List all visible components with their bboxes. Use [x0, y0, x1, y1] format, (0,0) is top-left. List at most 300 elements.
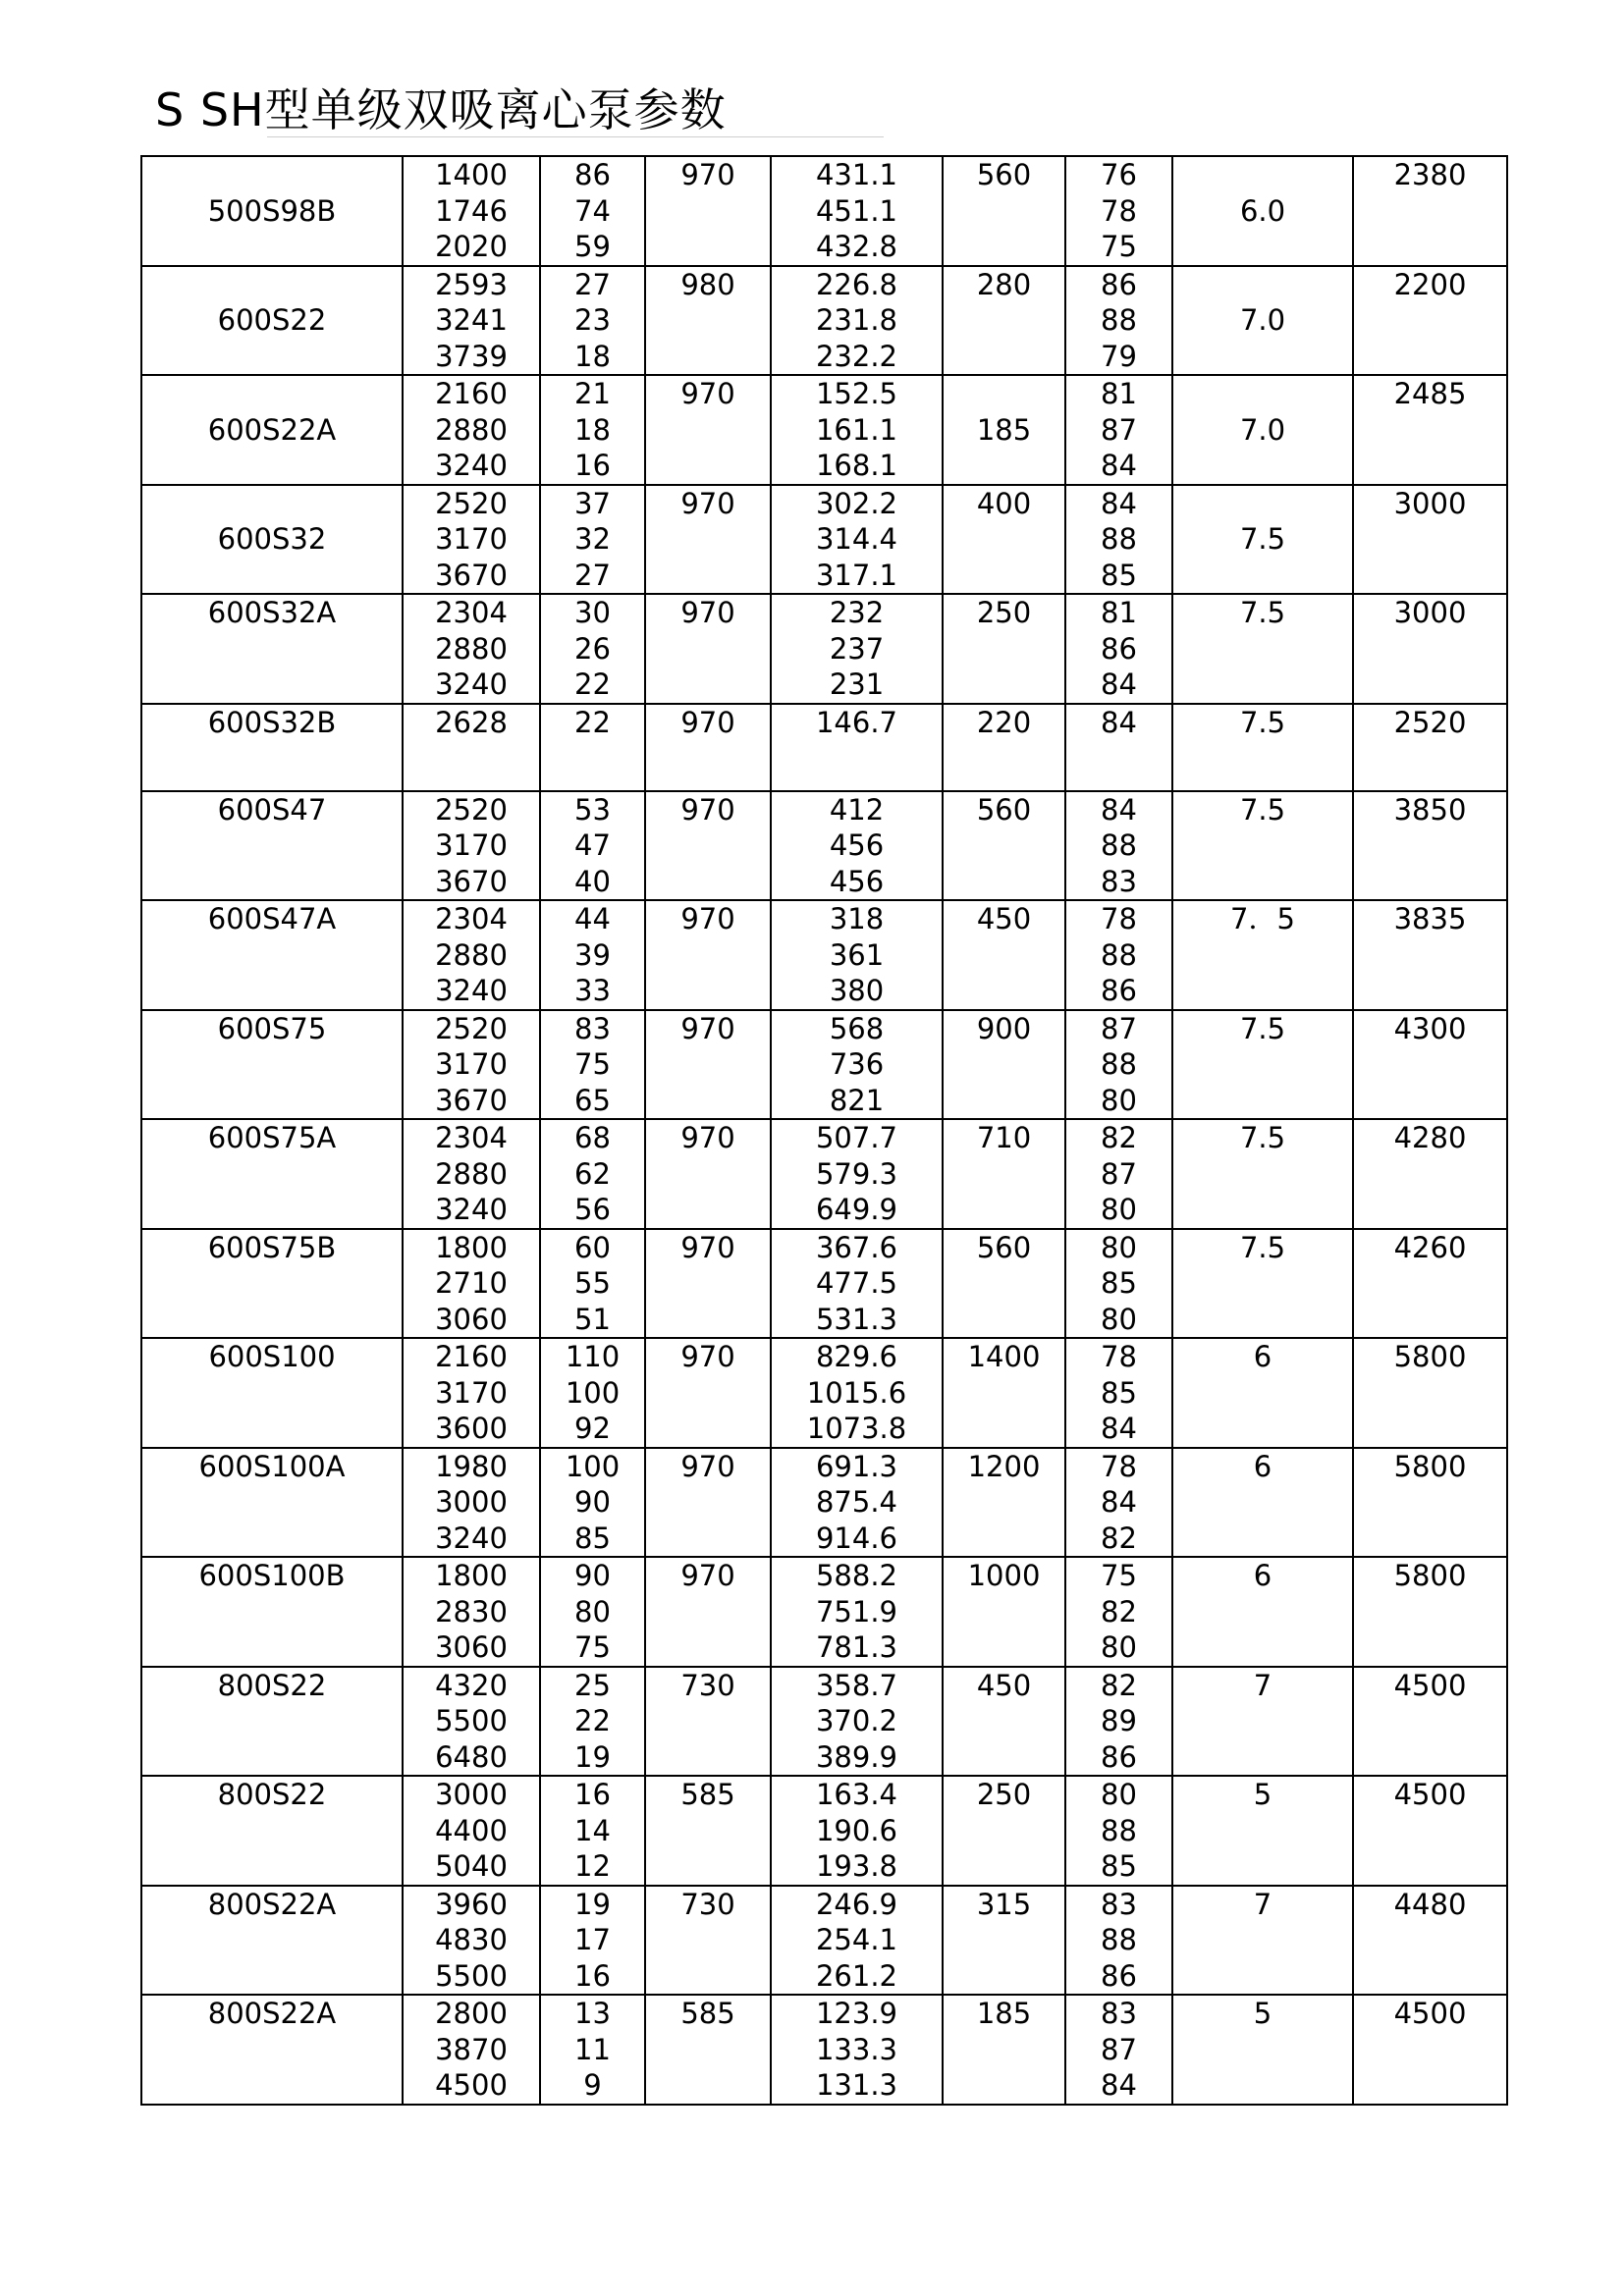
npsh-cell-value: 7.5 — [1239, 1011, 1286, 1045]
shaft-power-cell — [771, 1119, 943, 1229]
efficiency-cell-value: 86 — [1101, 1958, 1137, 1993]
flow-cell — [403, 375, 540, 485]
shaft-power-cell — [771, 1776, 943, 1886]
shaft-power-cell-value: 579.3 — [815, 1156, 898, 1191]
model-cell — [141, 266, 403, 376]
weight-cell-value: 3835 — [1393, 902, 1467, 935]
model-cell-value: 600S100B — [198, 1559, 346, 1592]
motor-power-cell — [943, 1010, 1065, 1120]
npsh-cell-value: 5 — [1253, 1778, 1272, 1811]
efficiency-cell-value: 84 — [1101, 1485, 1137, 1519]
weight-cell-value: 2380 — [1393, 158, 1467, 191]
model-cell-value: 600S75B — [207, 1230, 337, 1264]
head-cell-value: 65 — [574, 1083, 611, 1117]
shaft-power-cell-value: 131.3 — [815, 2068, 898, 2102]
flow-cell-value: 3000 — [435, 1485, 508, 1519]
table-row — [141, 900, 1507, 1010]
flow-cell-value: 2880 — [435, 937, 508, 972]
npsh-cell — [1172, 900, 1353, 1010]
speed-cell-value: 730 — [680, 1887, 735, 1921]
head-cell — [540, 1448, 645, 1558]
weight-cell-value: 2200 — [1393, 267, 1467, 301]
model-cell-value: 600S100A — [198, 1449, 346, 1483]
flow-cell-value: 3170 — [435, 1375, 508, 1410]
head-cell-value: 26 — [574, 631, 611, 666]
model-cell — [141, 1667, 403, 1777]
model-cell — [141, 1776, 403, 1886]
shaft-power-cell-value: 1015.6 — [806, 1375, 907, 1410]
efficiency-cell-value: 82 — [1101, 1668, 1137, 1702]
shaft-power-cell-value: 456 — [829, 828, 885, 862]
title-underline — [267, 136, 884, 137]
table-body — [141, 156, 1507, 2105]
speed-cell — [645, 594, 771, 704]
head-cell — [540, 1886, 645, 1996]
weight-cell — [1353, 375, 1507, 485]
speed-cell — [645, 485, 771, 595]
table-row — [141, 1338, 1507, 1448]
flow-cell — [403, 266, 540, 376]
head-cell-value: 40 — [574, 864, 611, 898]
efficiency-cell-value: 80 — [1101, 1778, 1137, 1811]
flow-cell-value: 3240 — [435, 974, 508, 1007]
speed-cell — [645, 1448, 771, 1558]
shaft-power-cell-value: 914.6 — [815, 1521, 898, 1555]
shaft-power-cell — [771, 1010, 943, 1120]
speed-cell-value: 970 — [680, 596, 735, 629]
flow-cell-value: 2160 — [435, 377, 508, 410]
efficiency-cell-value: 86 — [1101, 631, 1137, 666]
weight-cell — [1353, 1776, 1507, 1886]
flow-cell — [403, 1338, 540, 1448]
npsh-cell — [1172, 375, 1353, 485]
efficiency-cell-value: 85 — [1101, 1375, 1137, 1410]
flow-cell-value: 3960 — [435, 1887, 508, 1921]
model-cell — [141, 1010, 403, 1120]
npsh-cell — [1172, 704, 1353, 791]
npsh-cell — [1172, 485, 1353, 595]
efficiency-cell — [1065, 375, 1172, 485]
efficiency-cell — [1065, 1448, 1172, 1558]
efficiency-cell — [1065, 1338, 1172, 1448]
speed-cell-value: 970 — [680, 792, 735, 827]
flow-cell — [403, 1119, 540, 1229]
npsh-cell-value: 7.0 — [1239, 412, 1286, 447]
model-cell — [141, 1995, 403, 2105]
npsh-cell — [1172, 594, 1353, 704]
flow-cell-value: 5500 — [435, 1958, 508, 1993]
npsh-cell-value: 7.0 — [1239, 303, 1286, 337]
efficiency-cell-value: 79 — [1101, 339, 1137, 373]
flow-cell — [403, 900, 540, 1010]
head-cell-value: 62 — [574, 1156, 611, 1191]
motor-power-cell-value: 1200 — [967, 1449, 1041, 1483]
shaft-power-cell-value: 389.9 — [815, 1739, 898, 1774]
model-cell — [141, 1229, 403, 1339]
motor-power-cell — [943, 156, 1065, 266]
efficiency-cell — [1065, 1557, 1172, 1667]
shaft-power-cell — [771, 1338, 943, 1448]
efficiency-cell — [1065, 1229, 1172, 1339]
head-cell-value: 59 — [574, 230, 611, 263]
flow-cell — [403, 1886, 540, 1996]
shaft-power-cell-value: 231 — [829, 667, 885, 701]
shaft-power-cell-value: 168.1 — [815, 449, 898, 482]
efficiency-cell-value: 82 — [1101, 1594, 1137, 1629]
shaft-power-cell-value: 691.3 — [815, 1449, 898, 1483]
speed-cell — [645, 1667, 771, 1777]
efficiency-cell — [1065, 266, 1172, 376]
flow-cell — [403, 1667, 540, 1777]
flow-cell-value: 1746 — [435, 193, 508, 228]
shaft-power-cell — [771, 1667, 943, 1777]
shaft-power-cell-value: 261.2 — [815, 1958, 898, 1993]
motor-power-cell — [943, 266, 1065, 376]
head-cell — [540, 1010, 645, 1120]
motor-power-cell-value: 315 — [976, 1887, 1032, 1921]
head-cell-value: 83 — [574, 1011, 611, 1045]
model-cell-value: 600S32B — [207, 705, 337, 739]
head-cell-value: 22 — [574, 667, 611, 701]
efficiency-cell — [1065, 485, 1172, 595]
shaft-power-cell-value: 317.1 — [815, 558, 898, 592]
motor-power-cell-value: 250 — [976, 1778, 1032, 1811]
table-row — [141, 1229, 1507, 1339]
flow-cell — [403, 1229, 540, 1339]
weight-cell — [1353, 704, 1507, 791]
efficiency-cell — [1065, 791, 1172, 901]
shaft-power-cell — [771, 375, 943, 485]
speed-cell-value: 970 — [680, 902, 735, 935]
table-row — [141, 1995, 1507, 2105]
flow-cell-value: 2304 — [435, 902, 508, 935]
efficiency-cell-value: 81 — [1101, 596, 1137, 629]
motor-power-cell-value: 185 — [976, 412, 1032, 447]
flow-cell — [403, 594, 540, 704]
speed-cell — [645, 900, 771, 1010]
flow-cell — [403, 1995, 540, 2105]
head-cell-value: 16 — [574, 449, 611, 482]
head-cell — [540, 1557, 645, 1667]
efficiency-cell-value: 86 — [1101, 267, 1137, 301]
weight-cell — [1353, 1338, 1507, 1448]
head-cell-value: 21 — [574, 377, 611, 410]
speed-cell — [645, 266, 771, 376]
shaft-power-cell-value: 152.5 — [815, 377, 898, 410]
head-cell-value: 60 — [574, 1230, 611, 1264]
shaft-power-cell — [771, 791, 943, 901]
motor-power-cell — [943, 1448, 1065, 1558]
flow-cell — [403, 156, 540, 266]
head-cell-value: 19 — [574, 1739, 611, 1774]
head-cell — [540, 1995, 645, 2105]
efficiency-cell-value: 80 — [1101, 1230, 1137, 1264]
motor-power-cell-value: 220 — [976, 705, 1032, 739]
model-cell-value: 800S22A — [207, 1997, 337, 2030]
motor-power-cell-value: 400 — [976, 486, 1032, 520]
motor-power-cell-value: 900 — [976, 1011, 1032, 1045]
flow-cell-value: 4830 — [435, 1923, 508, 1956]
pump-parameters-table — [140, 155, 1508, 2106]
speed-cell-value: 585 — [680, 1778, 735, 1811]
motor-power-cell — [943, 1667, 1065, 1777]
shaft-power-cell — [771, 594, 943, 704]
flow-cell-value: 1800 — [435, 1230, 508, 1264]
model-cell-value: 600S75A — [207, 1121, 337, 1154]
shaft-power-cell — [771, 1229, 943, 1339]
motor-power-cell — [943, 1886, 1065, 1996]
model-cell — [141, 704, 403, 791]
flow-cell-value: 3060 — [435, 1630, 508, 1664]
shaft-power-cell-value: 237 — [829, 631, 885, 666]
table-row — [141, 1667, 1507, 1777]
motor-power-cell — [943, 375, 1065, 485]
head-cell-value: 37 — [574, 486, 611, 520]
flow-cell — [403, 1557, 540, 1667]
shaft-power-cell-value: 875.4 — [815, 1485, 898, 1519]
head-cell — [540, 1229, 645, 1339]
motor-power-cell — [943, 1229, 1065, 1339]
shaft-power-cell-value: 380 — [829, 974, 885, 1007]
efficiency-cell-value: 75 — [1101, 1559, 1137, 1592]
speed-cell-value: 970 — [680, 1230, 735, 1264]
efficiency-cell-value: 78 — [1101, 902, 1137, 935]
speed-cell — [645, 1010, 771, 1120]
flow-cell-value: 4400 — [435, 1813, 508, 1847]
npsh-cell-value: 7.5 — [1239, 792, 1286, 827]
efficiency-cell-value: 86 — [1101, 974, 1137, 1007]
efficiency-cell-value: 83 — [1101, 864, 1137, 898]
weight-cell-value: 4480 — [1393, 1887, 1467, 1921]
model-cell — [141, 900, 403, 1010]
head-cell-value: 100 — [565, 1375, 621, 1410]
efficiency-cell-value: 88 — [1101, 1813, 1137, 1847]
model-cell-value: 600S47 — [217, 792, 327, 827]
speed-cell-value: 970 — [680, 1559, 735, 1592]
motor-power-cell-value: 450 — [976, 902, 1032, 935]
page-title: S SH型单级双吸离心泵参数 — [155, 83, 727, 136]
efficiency-cell-value: 78 — [1101, 193, 1137, 228]
efficiency-cell-value: 83 — [1101, 1887, 1137, 1921]
motor-power-cell-value: 1000 — [967, 1559, 1041, 1592]
shaft-power-cell-value: 568 — [829, 1011, 885, 1045]
npsh-cell-value: 7.5 — [1239, 705, 1286, 739]
model-cell-value: 600S32 — [217, 522, 327, 556]
weight-cell — [1353, 594, 1507, 704]
flow-cell-value: 1800 — [435, 1559, 508, 1592]
efficiency-cell — [1065, 1995, 1172, 2105]
efficiency-cell-value: 84 — [1101, 792, 1137, 827]
flow-cell-value: 4500 — [435, 2068, 508, 2102]
flow-cell-value: 2593 — [435, 267, 508, 301]
speed-cell — [645, 156, 771, 266]
shaft-power-cell-value: 649.9 — [815, 1193, 898, 1226]
model-cell-value: 500S98B — [207, 193, 337, 228]
head-cell-value: 90 — [574, 1559, 611, 1592]
efficiency-cell-value: 75 — [1101, 230, 1137, 263]
shaft-power-cell-value: 361 — [829, 937, 885, 972]
shaft-power-cell-value: 254.1 — [815, 1923, 898, 1956]
weight-cell — [1353, 1667, 1507, 1777]
head-cell-value: 30 — [574, 596, 611, 629]
flow-cell — [403, 1776, 540, 1886]
head-cell-value: 86 — [574, 158, 611, 191]
weight-cell — [1353, 266, 1507, 376]
shaft-power-cell — [771, 1886, 943, 1996]
speed-cell — [645, 1119, 771, 1229]
npsh-cell — [1172, 1119, 1353, 1229]
flow-cell — [403, 485, 540, 595]
flow-cell-value: 2520 — [435, 792, 508, 827]
efficiency-cell-value: 78 — [1101, 1449, 1137, 1483]
head-cell-value: 100 — [565, 1449, 621, 1483]
shaft-power-cell-value: 370.2 — [815, 1704, 898, 1737]
head-cell-value: 11 — [574, 2032, 611, 2066]
head-cell-value: 18 — [574, 412, 611, 447]
speed-cell — [645, 1776, 771, 1886]
table-row — [141, 266, 1507, 376]
motor-power-cell-value: 280 — [976, 267, 1032, 301]
efficiency-cell-value: 88 — [1101, 522, 1137, 556]
head-cell-value: 92 — [574, 1412, 611, 1445]
shaft-power-cell — [771, 704, 943, 791]
flow-cell-value: 5040 — [435, 1849, 508, 1883]
speed-cell-value: 970 — [680, 1449, 735, 1483]
weight-cell-value: 4280 — [1393, 1121, 1467, 1154]
flow-cell — [403, 1010, 540, 1120]
shaft-power-cell-value: 133.3 — [815, 2032, 898, 2066]
shaft-power-cell-value: 226.8 — [815, 267, 898, 301]
efficiency-cell — [1065, 156, 1172, 266]
head-cell-value: 47 — [574, 828, 611, 862]
weight-cell-value: 5800 — [1393, 1340, 1467, 1373]
model-cell-value: 800S22A — [207, 1887, 337, 1921]
npsh-cell — [1172, 1448, 1353, 1558]
flow-cell-value: 2880 — [435, 1156, 508, 1191]
head-cell-value: 68 — [574, 1121, 611, 1154]
head-cell-value: 110 — [565, 1340, 621, 1373]
motor-power-cell — [943, 1557, 1065, 1667]
head-cell-value: 16 — [574, 1958, 611, 1993]
efficiency-cell-value: 81 — [1101, 377, 1137, 410]
shaft-power-cell-value: 190.6 — [815, 1813, 898, 1847]
weight-cell — [1353, 1448, 1507, 1558]
shaft-power-cell — [771, 1448, 943, 1558]
efficiency-cell-value: 78 — [1101, 1340, 1137, 1373]
head-cell-value: 39 — [574, 937, 611, 972]
efficiency-cell-value: 82 — [1101, 1521, 1137, 1555]
shaft-power-cell-value: 314.4 — [815, 522, 898, 556]
flow-cell-value: 2520 — [435, 486, 508, 520]
weight-cell — [1353, 485, 1507, 595]
efficiency-cell — [1065, 1119, 1172, 1229]
weight-cell — [1353, 1886, 1507, 1996]
motor-power-cell-value: 560 — [976, 158, 1032, 191]
model-cell-value: 800S22 — [217, 1778, 327, 1811]
weight-cell — [1353, 156, 1507, 266]
flow-cell-value: 2160 — [435, 1340, 508, 1373]
weight-cell-value: 4500 — [1393, 1997, 1467, 2030]
flow-cell-value: 3670 — [435, 1083, 508, 1117]
shaft-power-cell-value: 1073.8 — [806, 1412, 907, 1445]
table-row — [141, 375, 1507, 485]
head-cell-value: 75 — [574, 1047, 611, 1081]
shaft-power-cell-value: 302.2 — [815, 486, 898, 520]
model-cell-value: 600S22A — [207, 412, 337, 447]
speed-cell — [645, 1557, 771, 1667]
head-cell-value: 90 — [574, 1485, 611, 1519]
flow-cell-value: 3241 — [435, 303, 508, 337]
efficiency-cell-value: 80 — [1101, 1193, 1137, 1226]
head-cell-value: 27 — [574, 558, 611, 592]
head-cell — [540, 791, 645, 901]
head-cell-value: 32 — [574, 522, 611, 556]
head-cell — [540, 900, 645, 1010]
model-cell-value: 600S22 — [217, 303, 327, 337]
flow-cell — [403, 791, 540, 901]
motor-power-cell-value: 185 — [976, 1997, 1032, 2030]
npsh-cell-value: 6 — [1253, 1449, 1272, 1483]
flow-cell-value: 3240 — [435, 1193, 508, 1226]
speed-cell — [645, 1338, 771, 1448]
speed-cell — [645, 1995, 771, 2105]
motor-power-cell-value: 250 — [976, 596, 1032, 629]
npsh-cell-value: 7 — [1253, 1887, 1272, 1921]
motor-power-cell-value: 560 — [976, 792, 1032, 827]
flow-cell-value: 5500 — [435, 1704, 508, 1737]
efficiency-cell-value: 84 — [1101, 667, 1137, 701]
table-row — [141, 1119, 1507, 1229]
flow-cell-value: 2304 — [435, 1121, 508, 1154]
speed-cell-value: 970 — [680, 1121, 735, 1154]
head-cell — [540, 266, 645, 376]
head-cell-value: 27 — [574, 267, 611, 301]
motor-power-cell — [943, 1776, 1065, 1886]
flow-cell-value: 6480 — [435, 1739, 508, 1774]
head-cell-value: 22 — [574, 705, 611, 739]
flow-cell — [403, 704, 540, 791]
npsh-cell — [1172, 156, 1353, 266]
head-cell-value: 25 — [574, 1668, 611, 1702]
head-cell — [540, 485, 645, 595]
head-cell — [540, 704, 645, 791]
shaft-power-cell-value: 161.1 — [815, 412, 898, 447]
weight-cell-value: 4300 — [1393, 1011, 1467, 1045]
efficiency-cell-value: 85 — [1101, 1849, 1137, 1883]
efficiency-cell — [1065, 900, 1172, 1010]
flow-cell-value: 3739 — [435, 339, 508, 373]
head-cell-value: 14 — [574, 1813, 611, 1847]
efficiency-cell-value: 87 — [1101, 2032, 1137, 2066]
flow-cell-value: 3000 — [435, 1778, 508, 1811]
flow-cell-value: 2020 — [435, 230, 508, 263]
weight-cell-value: 2520 — [1393, 705, 1467, 739]
model-cell — [141, 1338, 403, 1448]
speed-cell — [645, 1229, 771, 1339]
shaft-power-cell — [771, 485, 943, 595]
efficiency-cell-value: 84 — [1101, 449, 1137, 482]
head-cell — [540, 1338, 645, 1448]
efficiency-cell-value: 80 — [1101, 1083, 1137, 1117]
flow-cell-value: 2830 — [435, 1594, 508, 1629]
flow-cell-value: 2880 — [435, 631, 508, 666]
npsh-cell-value: 7 — [1253, 1668, 1272, 1702]
model-cell — [141, 791, 403, 901]
motor-power-cell-value: 450 — [976, 1668, 1032, 1702]
flow-cell-value: 2710 — [435, 1266, 508, 1300]
weight-cell-value: 4500 — [1393, 1668, 1467, 1702]
npsh-cell-value: 6.0 — [1239, 193, 1286, 228]
